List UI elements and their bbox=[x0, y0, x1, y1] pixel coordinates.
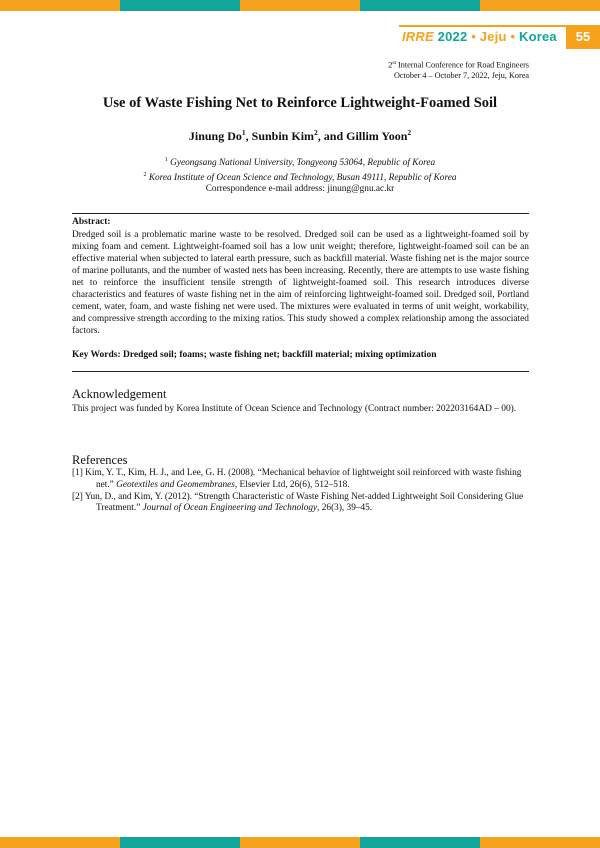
acknowledgement-text: This project was funded by Korea Institute of Ocean Science and Technology (Contract number: 202203164AD – 00). bbox=[72, 404, 517, 414]
conference-logo: IRRE 2022 • Jeju • Korea bbox=[402, 29, 557, 44]
conference-name: Internal Conference for Road Engineers bbox=[398, 60, 529, 70]
logo-underline bbox=[399, 25, 571, 27]
journal-name: Geotextiles and Geomembranes bbox=[116, 479, 235, 490]
page-number: 55 bbox=[566, 25, 600, 49]
logo-year: 2022 bbox=[437, 29, 468, 44]
logo-mark: IRRE bbox=[402, 29, 434, 44]
abstract-bottom-rule bbox=[72, 371, 529, 372]
keywords: Key Words: Dredged soil; foams; waste fishing net; backfill material; mixing optimization bbox=[72, 350, 437, 360]
conference-dates: October 4 – October 7, 2022, Jeju, Korea bbox=[393, 70, 529, 80]
author-name: Sunbin Kim bbox=[251, 129, 315, 143]
abstract-text: Dredged soil is a problematic marine waste to be resolved. Dredged soil can be used as a lightweight-foamed soil by mixing foam and cement. Lightweight-foamed soil has a low unit weight; therefore, lightweight-foamed soil can be an effective material when subjected to lateral earth pressure, such as backfill material. Waste fishing net is the major source of marine pollutants, and the number of wasted nets has been increasing. Recently, there are attempts to use waste fishing net to reinforce the insufficient tensile strength of lightweight-foamed soil. This research introduces diverse characteristics and features of waste fishing net in the aim of reinforcing lightweight-foamed soil. Dredged soil, Portland cement, water, foam, and waste fishing net were used. The mixtures were evaluated in terms of unit weight, workability, and compressive strength according to the mixing ratios. This study showed a complex relationship among the associated factors. bbox=[72, 230, 529, 336]
reference-item: [1] Kim, Y. T., Kim, H. J., and Lee, G. H. (2008). “Mechanical behavior of lightweight soil reinforced with waste fishing net.” Geotextiles and Geomembranes, Elsevier Ltd, 26(6), 512–518. bbox=[72, 468, 522, 490]
top-color-stripe bbox=[0, 0, 600, 11]
acknowledgement-heading: Acknowledgement bbox=[72, 387, 167, 401]
affiliation-2: Korea Institute of Ocean Science and Technology, Busan 49111, Republic of Korea bbox=[148, 172, 457, 183]
affiliations: $^1$ Gyeongsang National University, Tongyeong 53064, Republic of Korea $^2$ Korea Institute of Ocean Science and Technology, Busan 49111, Republic of Korea Correspondence e-mail address: jinung@gnu.ac.kr bbox=[0, 155, 600, 196]
abstract-heading: Abstract: bbox=[72, 217, 111, 227]
reference-list bbox=[72, 468, 532, 515]
bottom-color-stripe bbox=[0, 837, 600, 848]
journal-name: Journal of Ocean Engineering and Technology bbox=[142, 503, 318, 514]
author-name: Gillim Yoon bbox=[346, 129, 408, 143]
logo-country: Korea bbox=[519, 29, 557, 44]
conference-info: 2st Internal Conference for Road Engineers October 4 – October 7, 2022, Jeju, Korea bbox=[388, 60, 529, 80]
references-heading: References bbox=[72, 453, 128, 467]
author-list: Jinung Do$^1$, Sunbin Kim$^2$, and Gillim Yoon$^2$ bbox=[188, 128, 412, 143]
author-name: Jinung Do bbox=[188, 129, 242, 143]
paper-title: Use of Waste Fishing Net to Reinforce Lightweight-Foamed Soil bbox=[102, 95, 498, 111]
reference-item: [2] Yun, D., and Kim, Y. (2012). “Strength Characteristic of Waste Fishing Net-added Lightweight Soil Considering Glue Treatment.” Journal of Ocean Engineering and Technology, 26(3), 39–45. bbox=[72, 491, 524, 514]
affiliation-1: Gyeongsang National University, Tongyeong 53064, Republic of Korea bbox=[170, 158, 436, 169]
abstract-top-rule bbox=[72, 213, 529, 214]
correspondence-email: Correspondence e-mail address: jinung@gnu.ac.kr bbox=[205, 184, 395, 195]
logo-city: Jeju bbox=[479, 29, 507, 44]
